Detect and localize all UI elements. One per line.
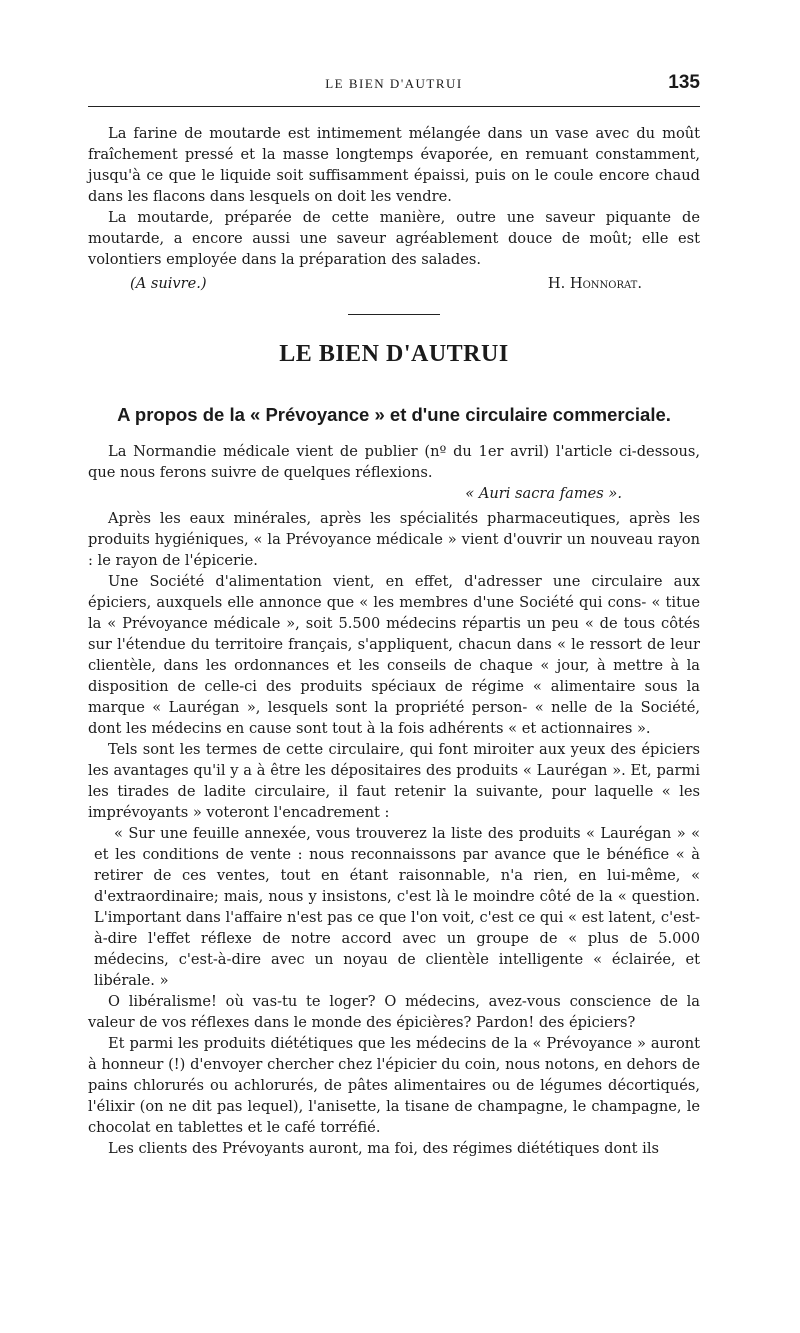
- to-be-continued: (A suivre.): [130, 275, 207, 292]
- header-rule: [88, 106, 700, 107]
- section-title: LE BIEN D'AUTRUI: [279, 341, 509, 367]
- paragraph: O libéralisme! où vas-tu te loger? O médecins, avez-vous conscience de la valeur de vos réflexes dans le monde des épicières? Pardon! des épiciers?: [88, 993, 700, 1031]
- paragraph: La farine de moutarde est intimement mélangée dans un vase avec du moût fraîchement pressé et la masse longtemps évaporée, en remuant constamment, jusqu'à ce que le liquide soit suffisamment épaissi, puis on le coule encore chaud dans les flacons dans lesquels on doit les vendre.: [88, 125, 700, 205]
- paragraph: Et parmi les produits diététiques que les médecins de la « Prévoyance » auront à honneur (!) d'envoyer chercher chez l'épicier du coin, nous notons, en dehors de pains chlorurés ou achlorurés, de pâtes alimentaires ou de légumes décortiqués, l'élixir (on ne dit pas lequel), l'anisette, la tisane de champagne, le champagne, le chocolat en tablettes et le café torréfié.: [88, 1035, 700, 1136]
- article-title: A propos de la « Prévoyance » et d'une circulaire commerciale.: [117, 404, 671, 425]
- page-header: [88, 72, 700, 96]
- paragraph: Les clients des Prévoyants auront, ma foi, des régimes diététiques dont ils: [108, 1140, 659, 1157]
- quoted-paragraph: « Sur une feuille annexée, vous trouverez la liste des produits « Laurégan » « et les conditions de vente : nous reconnaissons par avance que le bénéfice « à retirer de ces ventes, tout en étant raisonnable, n'a rien, en lui-même, « d'extraordinaire; mais, nous y insistons, c'est là le moindre côté de la « question. L'important dans l'affaire n'est pas ce que l'on voit, c'est ce qui « est latent, c'est-à-dire l'effet réflexe de notre accord avec un groupe de « plus de 5.000 médecins, c'est-à-dire avec un noyau de clientèle intelligente « éclairée, et libérale. »: [94, 825, 700, 989]
- paragraph: Une Société d'alimentation vient, en effet, d'adresser une circulaire aux épiciers, auxquels elle annonce que « les membres d'une Société qui cons- « titue la « Prévoyance médicale », soit 5.500 médecins répartis un peu « de tous côtés sur l'étendue du territoire français, s'appliquent, chacun dans « le ressort de leur clientèle, dans les ordonnances et les conseils de chaque « jour, à mettre à la disposition de celle-ci des produits spéciaux de régime « alimentaire sous la marque « Laurégan », lesquels sont la propriété person- « nelle de la Société, dont les médecins en cause sont tout à la fois adhérents « et actionnaires ».: [88, 573, 700, 737]
- paragraph: La moutarde, préparée de cette manière, outre une saveur piquante de moutarde, a encore aussi une saveur agréablement douce de moût; elle est volontiers employée dans la préparation des salades.: [88, 209, 700, 268]
- section-divider: [348, 314, 440, 315]
- intro-paragraph: La Normandie médicale vient de publier (nº du 1er avril) l'article ci-dessous, que nous ferons suivre de quelques réflexions.: [88, 443, 700, 481]
- running-title: LE BIEN D'AUTRUI: [325, 76, 463, 91]
- epigraph: « Auri sacra fames ».: [465, 485, 622, 502]
- author-name: H. Honnorat.: [547, 275, 642, 292]
- page-body: [88, 123, 700, 1159]
- paragraph: Tels sont les termes de cette circulaire, qui font miroiter aux yeux des épiciers les avantages qu'il y a à être les dépositaires des produits « Laurégan ». Et, parmi les tirades de ladite circulaire, il faut retenir la suivante, pour laquelle « les imprévoyants » voteront l'encadrement :: [88, 741, 700, 821]
- signature-line: [88, 273, 700, 294]
- page-number: 135: [668, 72, 700, 93]
- paragraph: Après les eaux minérales, après les spécialités pharmaceutiques, après les produits hygiéniques, « la Prévoyance médicale » vient d'ouvrir un nouveau rayon : le rayon de l'épicerie.: [88, 510, 700, 569]
